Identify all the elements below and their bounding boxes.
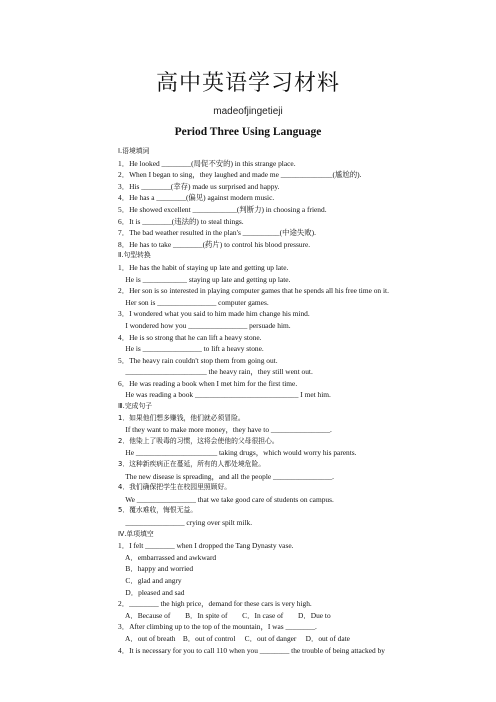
exercise-line: 4．It is necessary for you to call 110 when you ________ the trouble of being attacked by <box>118 645 385 655</box>
exercise-line: D．pleased and sad <box>118 587 185 597</box>
exercise-line: 2．________ the high price，demand for these cars is very high. <box>118 599 312 609</box>
exercise-line: 5．The heavy rain couldn't stop them from going out. <box>118 355 278 365</box>
exercise-line: 1．He looked ________(局促不安的) in this strange place. <box>118 158 296 168</box>
exercise-line: 2．Her son is so interested in playing computer games that he spends all his free time on it. <box>118 286 389 296</box>
exercise-line: B．happy and worried <box>118 564 194 574</box>
exercise-line: 1．如果他们想多赚钱，他们就必须冒险。 <box>118 413 245 422</box>
lesson-heading: Period Three Using Language <box>174 126 322 138</box>
exercise-line: 2．他染上了吸毒的习惯，这将会使他的父母很担心。 <box>118 436 279 445</box>
exercise-line: The new disease is spreading，and all the people ________________. <box>118 471 334 481</box>
document-title: 高中英语学习材料 <box>155 71 340 96</box>
exercise-line: A．Because of B．In spite of C．In case of D．Due to <box>118 610 331 620</box>
document-subtitle: madeofjingetieji <box>213 106 283 117</box>
exercise-line: He is ____________ staying up late and getting up late. <box>118 274 291 284</box>
exercise-line: 4．He has a ________(偏见) against modern music. <box>118 193 275 203</box>
exercise-line: Her son is ________________ computer games. <box>118 297 269 307</box>
exercise-line: 4．He is so strong that he can lift a heavy stone. <box>118 332 262 342</box>
exercise-line: ________________ crying over spilt milk. <box>118 518 253 527</box>
exercise-line: 6．He was reading a book when I met him for the first time. <box>118 378 298 388</box>
exercise-line: 7．The bad weather resulted in the plan's __________(中途失败). <box>118 228 316 238</box>
exercise-line: Ⅰ.语境填词 <box>118 147 150 155</box>
exercise-line: If they want to make more money，they have to ________________. <box>118 425 332 435</box>
exercise-line: A．embarrassed and awkward <box>118 552 217 562</box>
exercise-line: A．out of breath B．out of control C．out of danger D．out of date <box>118 633 350 643</box>
exercise-line: 6．It is ________(违法的) to steal things. <box>118 216 244 226</box>
exercise-line: Ⅳ.单项填空 <box>118 529 154 538</box>
exercise-line: He is ________________ to lift a heavy stone. <box>118 344 264 354</box>
exercise-line: He was reading a book ____________________________ I met him. <box>118 390 331 400</box>
exercise-line: We ________________ that we take good care of students on campus. <box>118 494 334 504</box>
exercise-line: 3．这种新疾病正在蔓延，所有的人都处境危险。 <box>118 460 266 469</box>
exercise-line: 5．He showed excellent ____________(判断力) in choosing a friend. <box>118 204 327 214</box>
exercise-line: 3．I wondered what you said to him made him change his mind. <box>118 309 310 319</box>
exercise-line: I wondered how you ________________ persuade him. <box>118 320 291 330</box>
exercise-line: 4．我们确保把学生在校园里照顾好。 <box>118 483 232 492</box>
exercise-line: He ______________________ taking drugs，which would worry his parents. <box>118 448 357 458</box>
exercise-content <box>118 146 418 656</box>
exercise-line: Ⅲ.完成句子 <box>118 402 153 411</box>
exercise-line: 3．After climbing up to the top of the mountain，I was ________. <box>118 622 317 632</box>
exercise-line: 2．When I began to sing，they laughed and made me ______________(尴尬的). <box>118 170 362 180</box>
exercise-line: 1．I felt ________ when I dropped the Tang Dynasty vase. <box>118 541 294 551</box>
exercise-line: C．glad and angry <box>118 575 182 585</box>
exercise-line: Ⅱ.句型转换 <box>118 251 151 260</box>
exercise-line: 8．He has to take ________(药片) to control his blood pressure. <box>118 239 311 249</box>
exercise-line: 1．He has the habit of staying up late and getting up late. <box>118 262 289 272</box>
exercise-line: 5．覆水难收，悔恨无益。 <box>118 506 198 515</box>
exercise-line: 3．His ________(幸存) made us surprised and happy. <box>118 181 280 191</box>
exercise-line: ______________________ the heavy rain，they still went out. <box>118 367 313 377</box>
